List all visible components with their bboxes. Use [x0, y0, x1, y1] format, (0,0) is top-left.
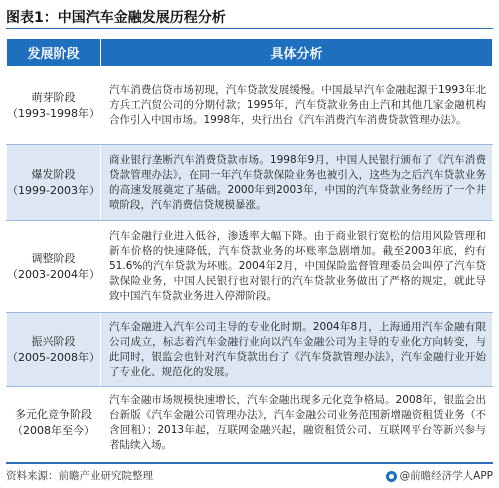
table-row	[7, 67, 493, 145]
stage-cell	[7, 387, 101, 459]
source-note: 资料来源：前瞻产业研究院整理	[6, 470, 153, 482]
footer	[6, 462, 493, 482]
table-header-row	[7, 39, 493, 67]
header-stage: 发展阶段	[7, 39, 101, 67]
stage-description: 汽车金融行业进入低谷，渗透率大幅下降。由于商业银行宽松的信用风险管理和新车价格的快速降低，汽车贷款业务的坏账率急剧增加。截至2003年底，约有51.6%的汽车贷款为坏账。2004年2月，中国保险监督管理委员会叫停了汽车贷款保险业务，中国人民银行也对银行的汽车贷款业务做出了严格的规定，就此导致中国汽车贷款业务进入停滞阶段。	[101, 221, 493, 313]
stage-name: 调整阶段	[31, 251, 76, 265]
stage-years: （2005-2008年）	[7, 350, 100, 364]
brand-text: @前瞻经济学人APP	[399, 470, 493, 482]
stage-name: 多元化竞争阶段	[15, 407, 92, 421]
stage-description: 商业银行垄断汽车消费贷款市场。1998年9月，中国人民银行颁布了《汽车消费贷款管理办法》，在同一年汽车贷款保险业务也被引入，这些为之后汽车贷款业务的高速发展奠定了基础。2000年到2003年，中国的汽车贷款业务经历了一个井喷阶段，汽车消费信贷规模暴涨。	[101, 145, 493, 221]
stage-cell	[7, 67, 101, 145]
stage-years: （2008年至今）	[12, 423, 95, 437]
stage-years: （1993-1998年）	[7, 106, 100, 120]
stage-cell	[7, 145, 101, 221]
stage-years: （2003-2004年）	[7, 267, 100, 281]
table-row	[7, 221, 493, 313]
stage-name: 爆发阶段	[31, 167, 76, 181]
brand-credit	[386, 466, 493, 486]
page-title: 图表1：中国汽车金融发展历程分析	[6, 7, 493, 29]
stage-cell	[7, 221, 101, 313]
stage-name: 振兴阶段	[31, 334, 76, 348]
history-table	[6, 38, 493, 459]
stage-name: 萌芽阶段	[31, 90, 76, 104]
table-row	[7, 145, 493, 221]
stage-cell	[7, 313, 101, 387]
stage-description: 汽车金融市场规模快速增长，汽车金融出现多元化竞争格局。2008年，银监会出台新版《汽车金融公司管理办法》，汽车金融公司业务范围新增融资租赁业务（不含回租）；2013年起，互联网金融兴起，融资租赁公司、互联网平台等新兴参与者陆续入场。	[101, 387, 493, 459]
stage-years: （1999-2003年）	[7, 183, 100, 197]
table-row	[7, 313, 493, 387]
stage-description: 汽车消费信贷市场初现，汽车贷款发展缓慢。中国最早汽车金融起源于1993年北方兵工汽贸公司的分期付款；1995年，汽车贷款业务由上汽和其他几家金融机构合作引入中国市场。1998年，央行出台《汽车消费汽车消费贷款管理办法》。	[101, 67, 493, 145]
stage-description: 汽车金融进入汽车公司主导的专业化时期。2004年8月，上海通用汽车金融有限公司成立，标志着汽车金融行业向以汽车金融公司为主导的专业化方向转变，与此同时，银监会也针对汽车贷款出台了《汽车贷款管理办法》，汽车金融行业开始了专业化、规范化的发展。	[101, 313, 493, 387]
brand-logo-icon	[386, 471, 397, 482]
header-analysis: 具体分析	[101, 39, 493, 67]
table-row	[7, 387, 493, 459]
